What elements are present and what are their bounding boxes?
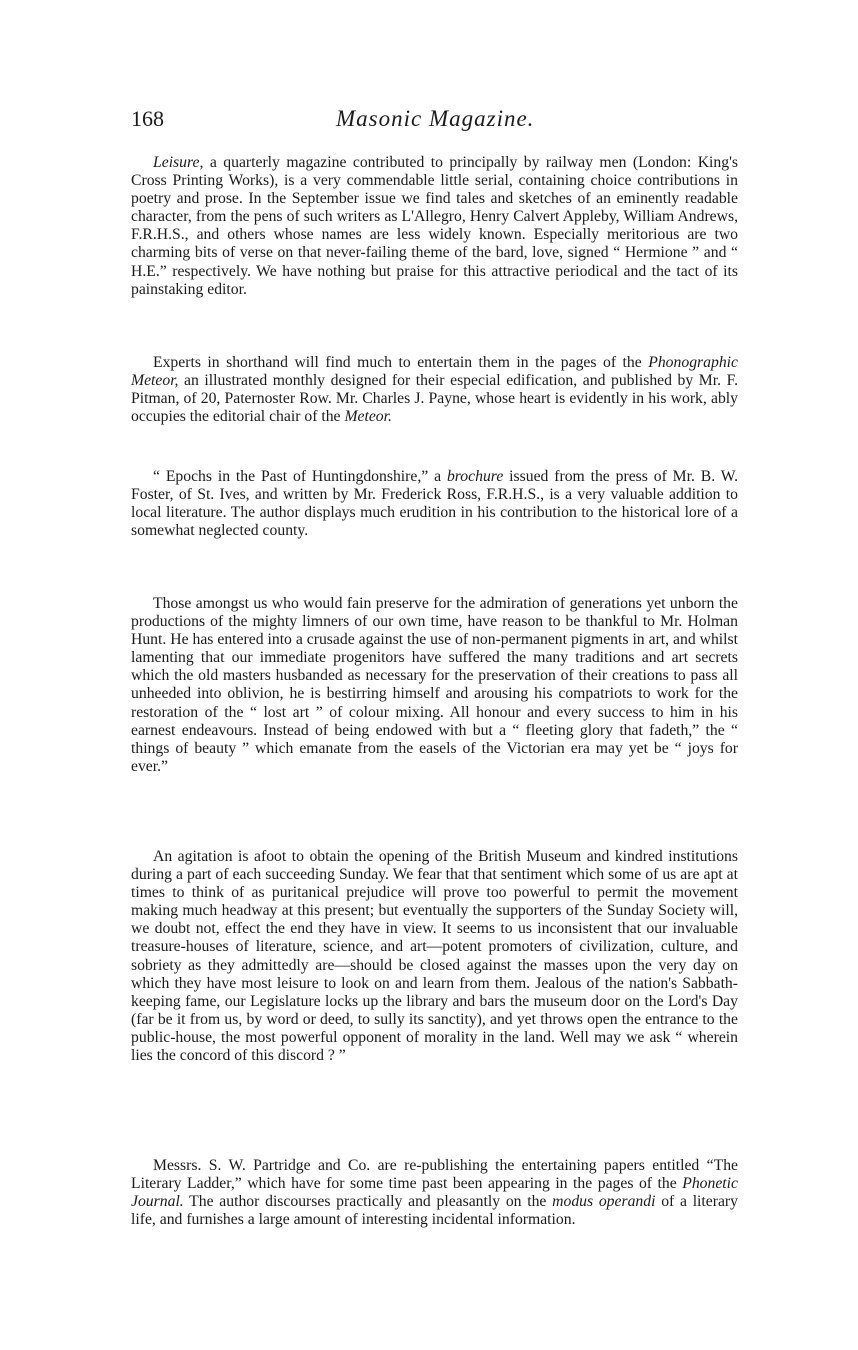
italic-modus-operandi: modus operandi (552, 1193, 656, 1211)
paragraph-holman-hunt (131, 595, 738, 776)
paragraph-phonographic-meteor (131, 354, 738, 426)
paragraph-text: The author discourses practically and pleasantly on the (183, 1193, 553, 1211)
paragraph-text: issued from the press of Mr. B. W. Foster, of St. Ives, and written by Mr. Frederick Ross, F.R.H.S., is a very valuable addition to local literature. The author displays much erudition in his contribution to the historical lore of a somewhat neglected county. (131, 468, 738, 540)
italic-brochure: brochure (446, 468, 504, 485)
paragraph-text: An agitation is afoot to obtain the opening of the British Museum and kindred institutions during a part of each succeeding Sunday. We fear that that sentiment which some of us are apt at times to think of as puritanical prejudice will prove too powerful to permit the movement making much headway at this present; but eventually the supporters of the Sunday Society will, we doubt not, effect the end they have in view. It seems to us inconsistent that our invaluable treasure-houses of literature, science, and art—potent promoters of civilization, culture, and sobriety as they admittedly are—should be closed against the masses upon the very day on which they have most leisure to look on and learn from them. Jealous of the nation's Sabbath-keeping fame, our Legislature locks up the library and bars the museum door on the Lord's Day (far be it from us, by word or deed, to sully its sanctity), and yet throws open the entrance to the public-house, the most powerful opponent of morality in the land. Well may we ask “ wherein lies the concord of this discord ? ” (131, 848, 738, 1065)
paragraph-text: Messrs. S. W. Partridge and Co. are re-publishing the entertaining papers entitled “The Literary Ladder,” which have for some time past been appearing in the pages of the (131, 1157, 738, 1193)
paragraph-british-museum (131, 848, 738, 1065)
page-number: 168 (131, 106, 164, 131)
page-header (131, 106, 741, 138)
paragraph-text: a quarterly magazine contributed to principally by railway men (London: King's Cross Printing Works), is a very commendable little serial, containing choice contributions in poetry and prose. In the September issue we find tales and sketches of an eminently readable character, from the pens of such writers as L'Allegro, Henry Calvert Appleby, William Andrews, F.R.H.S., and others whose names are less widely known. Especially meritorious are two charming bits of verse on that never-failing theme of the bard, love, signed “ Hermione ” and “ H.E.” respectively. We have nothing but praise for this attractive periodical and the tact of its painstaking editor. (131, 154, 738, 298)
italic-title-meteor: Meteor. (344, 408, 392, 426)
paragraph-huntingdonshire (131, 468, 738, 540)
italic-title-leisure: Leisure, (153, 154, 204, 171)
paragraph-leisure (131, 154, 738, 299)
paragraph-text: of a literary life, and furnishes a large amount of interesting incidental information. (131, 1193, 738, 1229)
paragraph-text: Experts in shorthand will find much to entertain them in the pages of the (153, 354, 649, 371)
paragraph-text: “ Epochs in the Past of Huntingdonshire,” a (153, 468, 447, 485)
running-title: Masonic Magazine. (336, 106, 535, 131)
italic-title-phonetic-journal: Phonetic Journal. (131, 1175, 738, 1211)
paragraph-text: an illustrated monthly designed for their especial edification, and published by Mr. F. Pitman, of 20, Paternoster Row. Mr. Charles J. Payne, whose heart is evidently in his work, ably occupies the editorial chair of the (131, 372, 738, 426)
italic-title-phonographic-meteor: Phonographic Meteor, (131, 354, 738, 390)
paragraph-text: Those amongst us who would fain preserve for the admiration of generations yet unborn the productions of the mighty limners of our own time, have reason to be thankful to Mr. Holman Hunt. He has entered into a crusade against the use of non-permanent pigments in art, and whilst lamenting that our immediate progenitors have suffered the many traditions and art secrets which the old masters husbanded as necessary for the preservation of their creations to pass all unheeded into oblivion, he is bestirring himself and arousing his compatriots to work for the restoration of the “ lost art ” of colour mixing. All honour and every success to him in his earnest endeavours. Instead of being endowed with but a “ fleeting glory that fadeth,” the “ things of beauty ” which emanate from the easels of the Victorian era may yet be “ joys for ever.” (131, 595, 738, 775)
paragraph-literary-ladder (131, 1157, 738, 1229)
